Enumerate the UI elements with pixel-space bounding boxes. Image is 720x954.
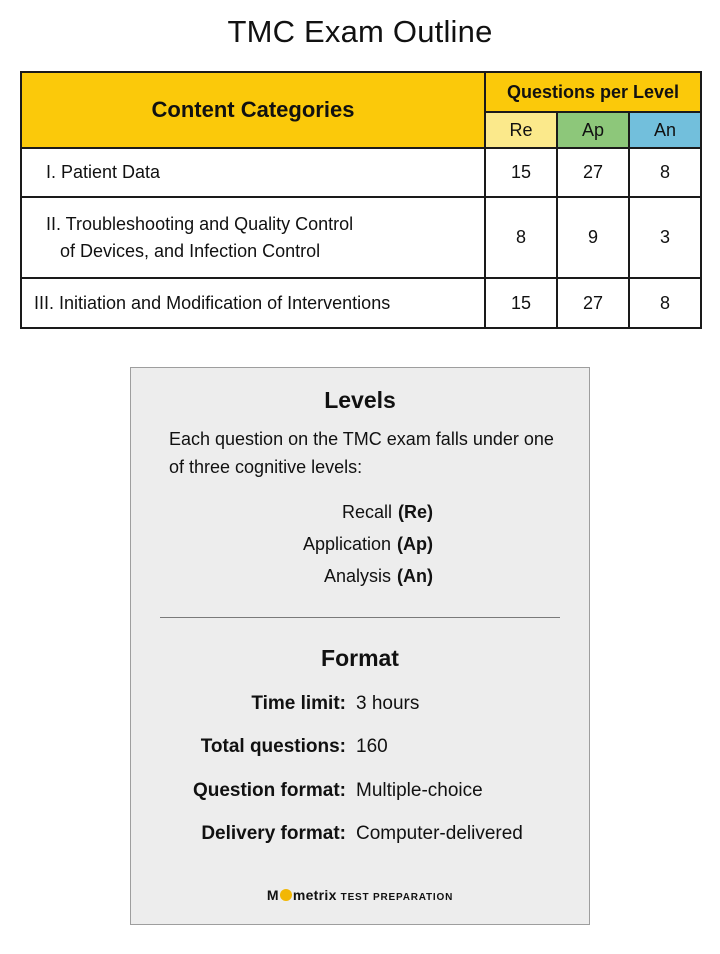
format-row-delivery-format xyxy=(131,823,589,849)
level-name: Recall xyxy=(341,502,392,522)
category-label: I. Patient Data xyxy=(46,162,161,182)
category-label: II. Troubleshooting and Quality Control xyxy=(46,213,354,234)
section-divider xyxy=(160,617,560,618)
format-heading: Format xyxy=(321,645,399,671)
category-label-continued: of Devices, and Infection Control xyxy=(60,240,321,261)
format-value: 160 xyxy=(356,736,388,757)
level-header-an: An xyxy=(629,112,701,148)
format-row-time-limit xyxy=(131,693,589,719)
format-value: Computer-delivered xyxy=(356,823,523,844)
level-abbr: (Ap) xyxy=(397,534,433,554)
level-header-re: Re xyxy=(485,112,557,148)
levels-heading: Levels xyxy=(324,387,396,413)
logo-o-icon xyxy=(280,889,292,901)
format-value: 3 hours xyxy=(356,693,420,714)
level-item-recall xyxy=(131,502,433,523)
format-row-question-format xyxy=(131,780,589,806)
an-count: 8 xyxy=(629,278,701,328)
format-label: Time limit: xyxy=(251,693,346,714)
an-count: 8 xyxy=(629,148,701,197)
format-label: Question format: xyxy=(192,780,346,801)
levels-description: Each question on the TMC exam falls under one of three cognitive levels: xyxy=(169,429,554,477)
ap-count: 9 xyxy=(557,197,629,278)
logo-tagline: TEST PREPARATION xyxy=(340,892,454,903)
level-abbr: (An) xyxy=(397,566,433,586)
category-cell xyxy=(21,197,485,278)
table-row xyxy=(21,148,701,197)
re-count: 15 xyxy=(485,278,557,328)
category-cell xyxy=(21,278,485,328)
exam-outline-table xyxy=(20,71,702,329)
category-cell xyxy=(21,148,485,197)
an-count: 3 xyxy=(629,197,701,278)
format-value: Multiple-choice xyxy=(356,780,483,801)
logo-text-end: metrix xyxy=(292,887,337,903)
table-row xyxy=(21,278,701,328)
questions-per-level-header: Questions per Level xyxy=(485,72,701,112)
category-label: III. Initiation and Modification of Interventions xyxy=(34,292,391,313)
re-count: 8 xyxy=(485,197,557,278)
ap-count: 27 xyxy=(557,148,629,197)
table-row xyxy=(21,197,701,278)
level-abbr: (Re) xyxy=(398,502,433,522)
content-categories-header: Content Categories xyxy=(21,72,485,148)
level-item-analysis xyxy=(131,566,433,587)
ap-count: 27 xyxy=(557,278,629,328)
format-label: Delivery format: xyxy=(201,823,346,844)
re-count: 15 xyxy=(485,148,557,197)
logo-text-start: M xyxy=(266,887,279,903)
format-row-total-questions xyxy=(131,736,589,762)
level-name: Application xyxy=(302,534,392,554)
level-name: Analysis xyxy=(323,566,392,586)
level-item-application xyxy=(131,534,433,555)
level-header-ap: Ap xyxy=(557,112,629,148)
info-card xyxy=(130,367,590,925)
format-label: Total questions: xyxy=(200,736,346,757)
mometrix-logo xyxy=(131,887,589,903)
page-title: TMC Exam Outline xyxy=(227,14,493,49)
